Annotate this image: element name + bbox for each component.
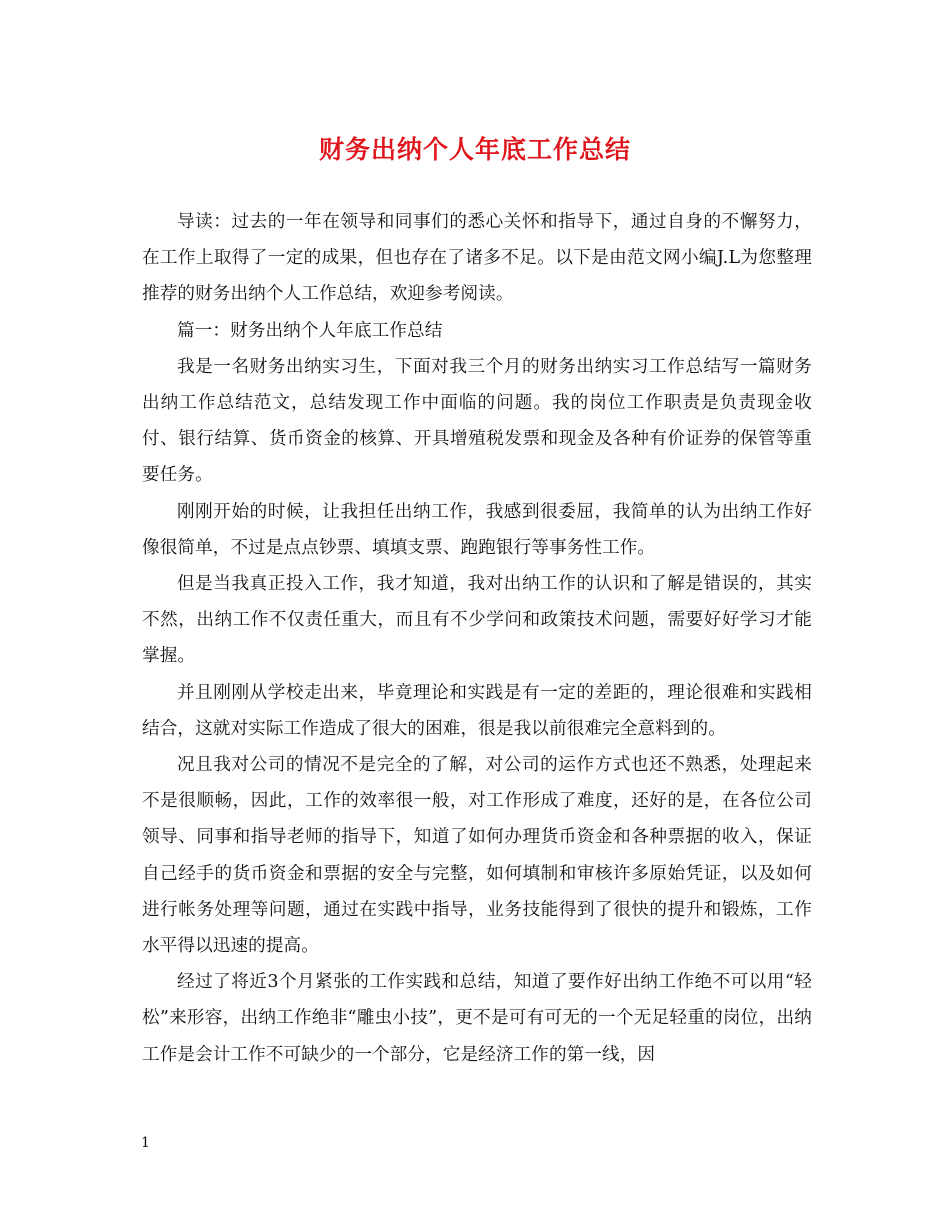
document-body (142, 204, 812, 1073)
paragraph: 我是一名财务出纳实习生，下面对我三个月的财务出纳实习工作总结写一篇财务出纳工作总结范文，总结发现工作中面临的问题。我的岗位工作职责是负责现金收付、银行结算、货币资金的核算、开具增殖税发票和现金及各种有价证券的保管等重要任务。 (142, 356, 812, 486)
page-number: 1 (141, 1135, 150, 1151)
paragraph: 况且我对公司的情况不是完全的了解，对公司的运作方式也还不熟悉，处理起来不是很顺畅，因此，工作的效率很一般，对工作形成了难度，还好的是，在各位公司领导、同事和指导老师的指导下，知道了如何办理货币资金和各种票据的收入，保证自己经手的货币资金和票据的安全与完整，如何填制和审核许多原始凭证，以及如何进行帐务处理等问题，通过在实践中指导，业务技能得到了很快的提升和锻炼，工作水平得以迅速的提高。 (142, 755, 812, 957)
document-title: 财务出纳个人年底工作总结 (318, 135, 631, 164)
paragraph-section-heading: 篇一：财务出纳个人年底工作总结 (177, 320, 443, 341)
paragraph: 但是当我真正投入工作，我才知道，我对出纳工作的认识和了解是错误的，其实不然，出纳工作不仅责任重大，而且有不少学问和政策技术问题，需要好好学习才能掌握。 (142, 574, 812, 667)
paragraph: 刚刚开始的时候，让我担任出纳工作，我感到很委屈，我简单的认为出纳工作好像很简单，不过是点点钞票、填填支票、跑跑银行等事务性工作。 (142, 501, 812, 558)
paragraph: 并且刚刚从学校走出来，毕竟理论和实践是有一定的差距的，理论很难和实践相结合，这就对实际工作造成了很大的困难，很是我以前很难完全意料到的。 (142, 682, 812, 739)
paragraph-intro: 导读：过去的一年在领导和同事们的悉心关怀和指导下，通过自身的不懈努力，在工作上取得了一定的成果，但也存在了诸多不足。以下是由范文网小编J.L为您整理推荐的财务出纳个人工作总结，欢迎参考阅读。 (142, 212, 812, 305)
paragraph: 经过了将近3个月紧张的工作实践和总结，知道了要作好出纳工作绝不可以用“轻松”来形容，出纳工作绝非“雕虫小技”，更不是可有可无的一个无足轻重的岗位，出纳工作是会计工作不可缺少的一个部分，它是经济工作的第一线，因 (142, 972, 812, 1065)
